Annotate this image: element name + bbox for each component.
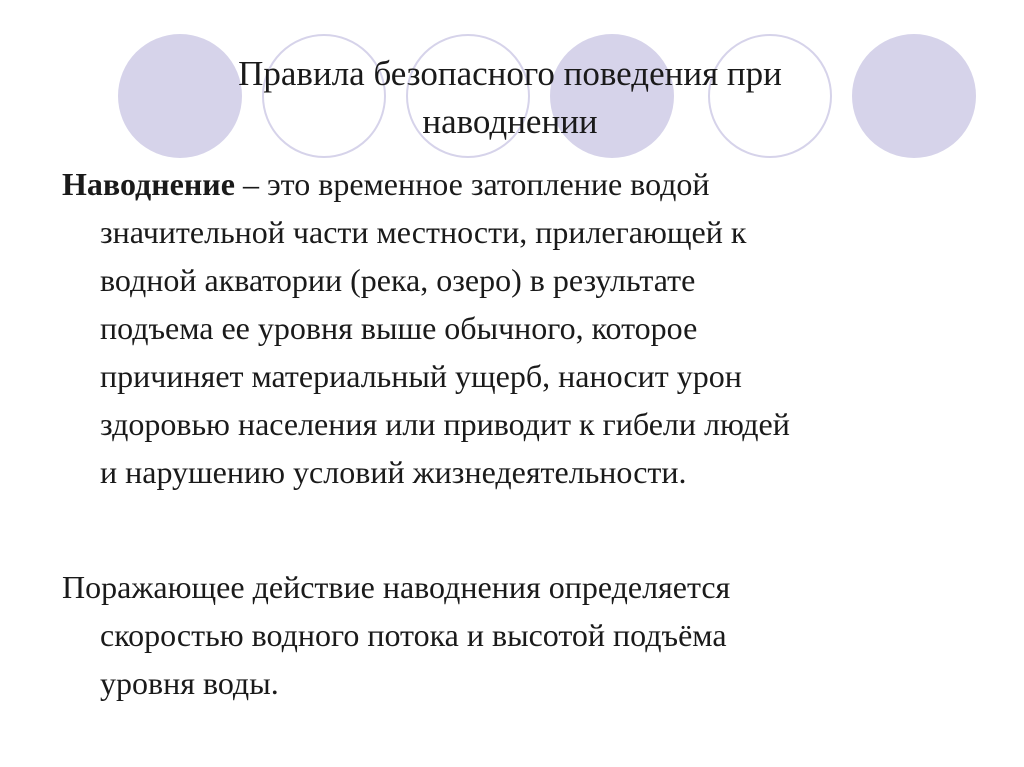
damage-line-1: Поражающее действие наводнения определяется <box>62 569 731 605</box>
damage-line-3: уровня воды. <box>100 665 279 701</box>
definition-paragraph <box>62 160 982 496</box>
definition-line-5: причиняет материальный ущерб, наносит урон <box>100 358 742 394</box>
definition-text-1: – это временное затопление водой <box>234 166 710 202</box>
slide-title <box>120 50 900 146</box>
definition-line-1 <box>62 160 982 208</box>
definition-term: Наводнение <box>62 166 235 202</box>
definition-line-2: значительной части местности, прилегающей к <box>100 214 747 250</box>
damage-line-2: скоростью водного потока и высотой подъёма <box>100 617 727 653</box>
title-line-1: Правила безопасного поведения при <box>238 54 782 93</box>
definition-line-4: подъема ее уровня выше обычного, которое <box>100 310 698 346</box>
damage-paragraph <box>62 563 982 707</box>
definition-line-7: и нарушению условий жизнедеятельности. <box>100 454 687 490</box>
title-line-2: наводнении <box>422 102 598 141</box>
definition-line-6: здоровью населения или приводит к гибели людей <box>100 406 790 442</box>
definition-line-3: водной акватории (река, озеро) в результате <box>100 262 696 298</box>
